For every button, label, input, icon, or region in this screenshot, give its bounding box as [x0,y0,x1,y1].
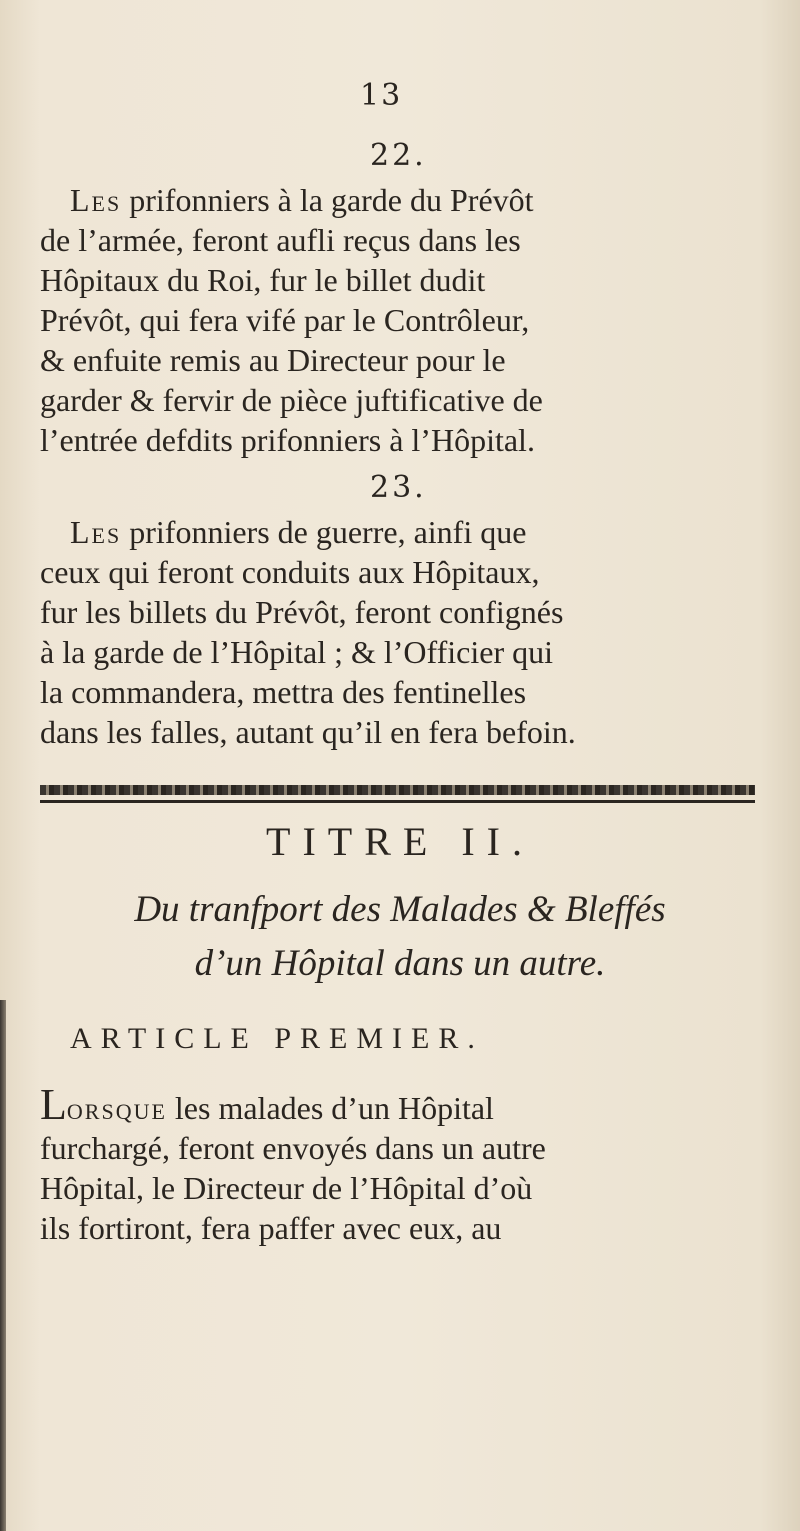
article-23-line-1 [40,512,760,552]
page-number: 13 [360,78,403,113]
article-premier-line-1-text: les malades d’un Hôpital [166,1090,494,1126]
article-22-text [40,180,760,460]
article-23-line-6: dans les falles, autant qu’il en fera befoin. [40,714,576,750]
section-subtitle-line-2: d’un Hôpital dans un autre. [194,943,606,984]
article-23-line-1-text: prifonniers de guerre, ainfi que [121,514,527,550]
article-premier-lead-word: orsque [66,1090,167,1126]
article-23-text [40,512,760,752]
article-heading: ARTICLE PREMIER. [70,1022,484,1055]
article-22-line-2: de l’armée, feront aufli reçus dans les [40,222,521,258]
article-premier-line-4: ils fortiront, fera paffer avec eux, au [40,1210,502,1246]
article-premier-line-3: Hôpital, le Directeur de l’Hôpital d’où [40,1170,533,1206]
article-number-22: 22. [370,138,427,173]
article-22-line-5: & enfuite remis au Directeur pour le [40,342,506,378]
section-subtitle-line-1: Du tranfport des Malades & Bleffés [134,889,666,930]
article-22-line-3: Hôpitaux du Roi, fur le billet dudit [40,262,486,298]
article-22-line-1-text: prifonniers à la garde du Prévôt [121,182,534,218]
article-22-lead-word: Les [70,182,122,218]
article-22-line-6: garder & fervir de pièce juftificative de [40,382,543,418]
drop-cap: L [40,1080,67,1129]
article-23-line-3: fur les billets du Prévôt, feront confignés [40,594,564,630]
article-22-line-7: l’entrée defdits prifonniers à l’Hôpital. [40,422,535,458]
article-premier-line-2: furchargé, feront envoyés dans un autre [40,1130,546,1166]
ornamental-rule [40,785,755,795]
article-23-line-5: la commandera, mettra des fentinelles [40,674,527,710]
article-number-23: 23. [370,470,427,505]
divider-rule [40,800,755,803]
article-23-line-2: ceux qui feront conduits aux Hôpitaux, [40,554,540,590]
section-title: TITRE II. [266,819,534,864]
article-23-lead-word: Les [70,514,122,550]
article-premier-text [40,1080,760,1248]
article-premier-line-1 [40,1080,760,1129]
article-22-line-4: Prévôt, qui fera vifé par le Contrôleur, [40,302,530,338]
article-22-line-1 [40,180,760,220]
page-gutter-shadow [0,1000,6,1531]
article-23-line-4: à la garde de l’Hôpital ; & l’Officier qui [40,634,553,670]
